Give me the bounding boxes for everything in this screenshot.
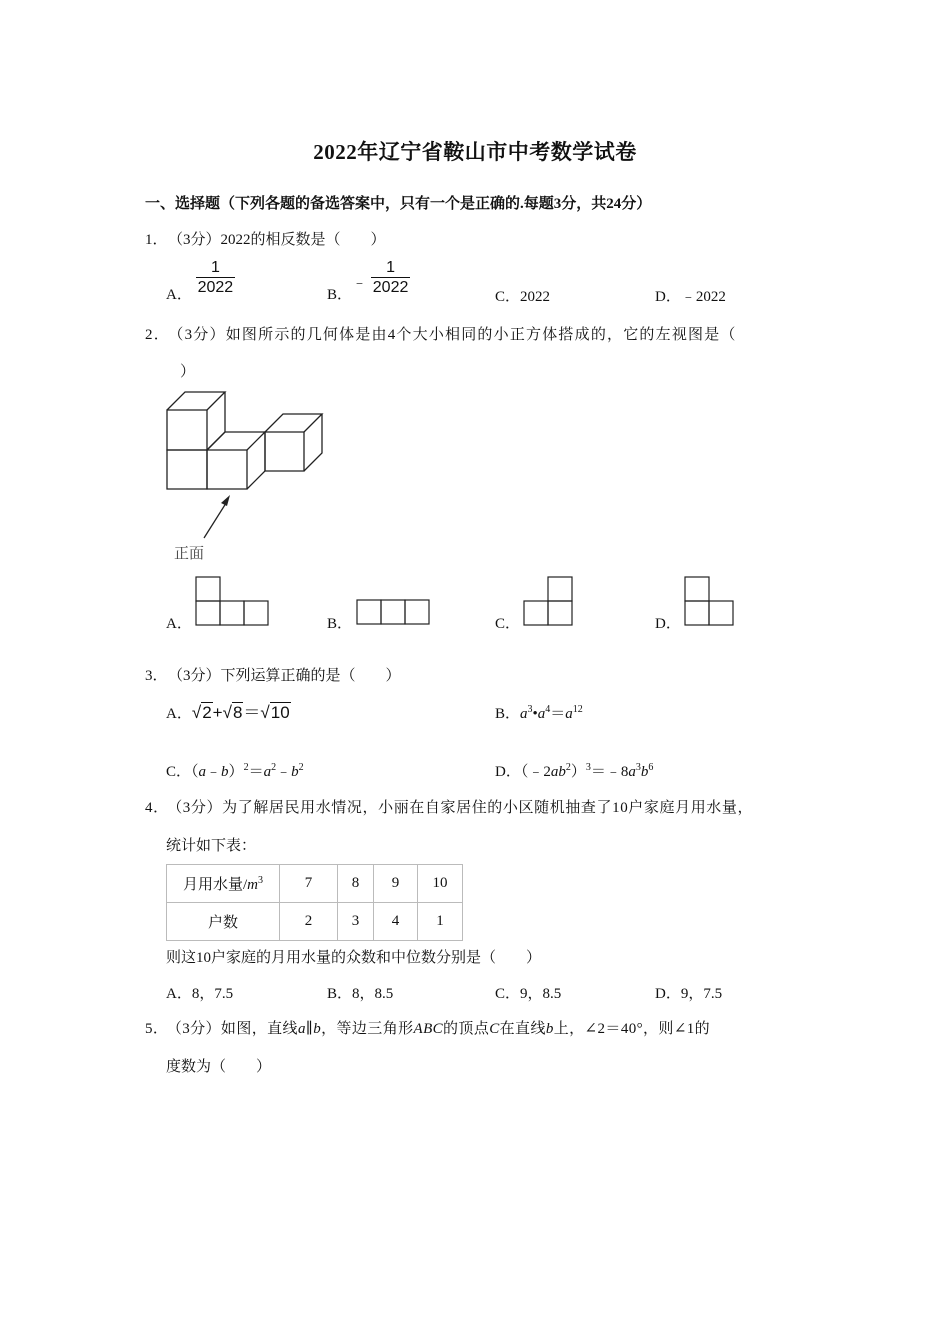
cube-right-top [265,414,322,432]
q3-a-plus: + [212,703,223,722]
q3-d-a: a [628,764,636,780]
q3-d-exp-1: 2 [565,762,571,773]
q2-score: （3分） [175,327,226,343]
q3-c-b2: b [291,764,299,780]
q3-c-minus: ﹣ [206,764,222,780]
q3-b-label: B． [495,706,521,722]
cube-top-left-front [167,410,207,450]
q3-c-exp-2: 2 [271,762,277,773]
q1-option-c[interactable] [495,285,550,306]
q1-b-numerator: 1 [371,258,411,278]
q1-a-numerator: 1 [196,258,236,278]
q1-a-denominator: 2022 [197,279,234,296]
q5-vertex-c: C [489,1021,500,1037]
q2-option-d-figure [684,576,736,626]
q4-option-d[interactable]: D．9，7.5 [655,986,723,1002]
q3-d-exp-2: 3 [585,762,591,773]
q5-text-5: 上，∠2＝40°，则∠1的 [553,1021,711,1037]
q5-score: （3分） [174,1021,221,1037]
table-cell: 8 [338,865,374,903]
cube-bottom-middle [207,450,247,489]
q1-a-fraction [196,258,236,297]
q4-stem-2: 统计如下表： [166,838,257,854]
q3-number: 3． [145,668,168,684]
q2-option-c-label[interactable]: C． [495,616,521,632]
q3-c-label: C． [166,764,192,780]
q2-option-b-figure [356,599,431,626]
table-cell: 4 [374,903,418,941]
q3-d-exp-4: 6 [648,762,654,773]
q3-b-dot: • [532,706,538,722]
q4-option-a[interactable]: A．8，7.5 [166,986,234,1002]
q4-data-table [166,864,463,941]
table-cell: 7 [280,865,338,903]
cube-right-front [265,432,304,471]
q3-option-c[interactable] [166,760,304,781]
q2-front-label: 正面 [174,545,205,562]
q2-solid-figure [160,385,340,515]
q3-b-exp-3: 12 [572,704,583,715]
table-cell: 9 [374,865,418,903]
table-header-cell: 户数 [167,903,280,941]
q5-line-b: b [313,1021,322,1037]
q1-number: 1． [145,232,168,248]
q5-triangle: ABC [413,1021,444,1037]
q3-c-a: a [198,764,207,780]
q3-d-close: ） [570,764,586,780]
q2-option-c-figure [523,576,575,626]
q3-c-close: ） [228,764,244,780]
q3-d-exp-3: 3 [635,762,641,773]
section-heading: 一、选择题（下列各题的备选答案中，只有一个是正确的.每题3分，共24分） [145,196,652,212]
question-1 [145,228,386,249]
q3-b-equals: ＝ [550,706,566,722]
q3-a-radicand-2: 8 [232,703,243,722]
cube-top-left-top [167,392,225,410]
q4-option-c[interactable]: C．9，8.5 [495,986,562,1002]
q1-c-text: 2022 [520,289,551,305]
q3-a-label: A． [166,706,192,722]
q5-text-4: 在直线 [499,1021,546,1037]
question-4 [145,796,753,817]
q3-c-exp-3: 2 [298,762,304,773]
q3-c-equals: ＝ [248,764,264,780]
q3-option-b[interactable] [495,702,583,723]
q5-number: 5． [145,1021,169,1037]
q3-b-exp-2: 4 [545,704,551,715]
q3-c-minus-2: ﹣ [276,764,292,780]
q2-option-d-label[interactable]: D． [655,616,681,632]
q1-b-denominator: 2022 [372,279,409,296]
q3-b-var-1: a [520,706,528,722]
q3-c-open: （ [191,764,199,780]
table-cell: 1 [418,903,463,941]
q3-c-exp: 2 [243,762,249,773]
question-5 [145,1017,710,1038]
q5-line-b-2: b [545,1021,554,1037]
q3-b-var-3: a [565,706,573,722]
q2-number: 2． [145,327,170,343]
q5-text-3: 的顶点 [443,1021,490,1037]
q2-stem-end: ） [180,364,196,380]
q5-stem-2: 度数为（ ） [166,1059,272,1075]
q1-b-fraction [371,258,411,297]
q2-stem: 如图所示的几何体是由4个大小相同的小正方体搭成的，它的左视图是（ [225,327,737,343]
table-cell: 3 [338,903,374,941]
q3-d-label: D． [495,764,521,780]
table-header-cell [167,865,280,903]
table-row [167,903,463,941]
q4-score: （3分） [174,800,223,816]
q2-option-a-figure [195,576,270,626]
q5-text-1: 如图，直线 [220,1021,298,1037]
q3-a-radicand-1: 2 [202,703,212,722]
q3-d-open: （﹣2 [520,764,551,780]
q1-b-sign: ﹣ [352,273,368,291]
q1-score: （3分） [175,232,221,248]
q1-stem: 2022的相反数是（ ） [220,232,386,248]
q3-c-a2: a [263,764,272,780]
q2-option-b-label[interactable]: B． [327,616,353,632]
q3-d-ab: ab [550,764,566,780]
table-row [167,865,463,903]
q4-question: 则这10户家庭的月用水量的众数和中位数分别是（ ） [166,950,542,966]
q3-b-var-2: a [537,706,546,722]
q3-a-equals: ＝ [243,703,261,722]
q3-option-d[interactable] [495,760,653,781]
q4-header-unit-exp: 3 [258,875,263,886]
q2-option-a-label[interactable]: A． [166,616,192,632]
q1-a-label: A． [166,286,192,303]
q3-stem: 下列运算正确的是（ ） [220,668,401,684]
question-2 [145,323,737,344]
q3-b-exp-1: 3 [527,704,533,715]
q5-line-a: a [297,1021,306,1037]
q1-b-label: B． [327,286,353,303]
question-3 [145,664,401,685]
q3-c-b: b [221,764,229,780]
q4-stem: 为了解居民用水情况，小丽在自家居住的小区随机抽查了10户家庭月用水量， [222,800,754,816]
table-cell: 2 [280,903,338,941]
q3-option-a[interactable] [166,698,291,723]
cube-bottom-left [167,450,207,489]
front-arrow [204,495,230,538]
page-title: 2022年辽宁省鞍山市中考数学试卷 [313,140,637,164]
q4-option-b[interactable]: B．8，8.5 [327,986,394,1002]
q1-d-text: ﹣2022 [680,289,726,305]
q1-c-label: C． [495,289,521,305]
q1-option-a[interactable] [166,258,235,304]
q5-text-2: ，等边三角形 [321,1021,414,1037]
q1-option-d[interactable] [655,285,726,306]
q3-score: （3分） [175,668,221,684]
q5-parallel: ∥ [305,1021,314,1037]
q1-option-b[interactable] [327,258,410,304]
q4-header-text: 月用水量/ [182,877,248,893]
table-cell: 10 [418,865,463,903]
q3-a-radicand-3: 10 [270,703,290,722]
q1-d-label: D． [655,289,681,305]
q3-d-b: b [640,764,649,780]
q3-d-equals: ＝﹣8 [590,764,629,780]
q4-header-unit: m [247,877,258,893]
cube-bottom-middle-top [207,432,265,450]
q4-number: 4． [145,800,169,816]
q3-a-expression: √2+√8＝√10 [191,703,290,722]
